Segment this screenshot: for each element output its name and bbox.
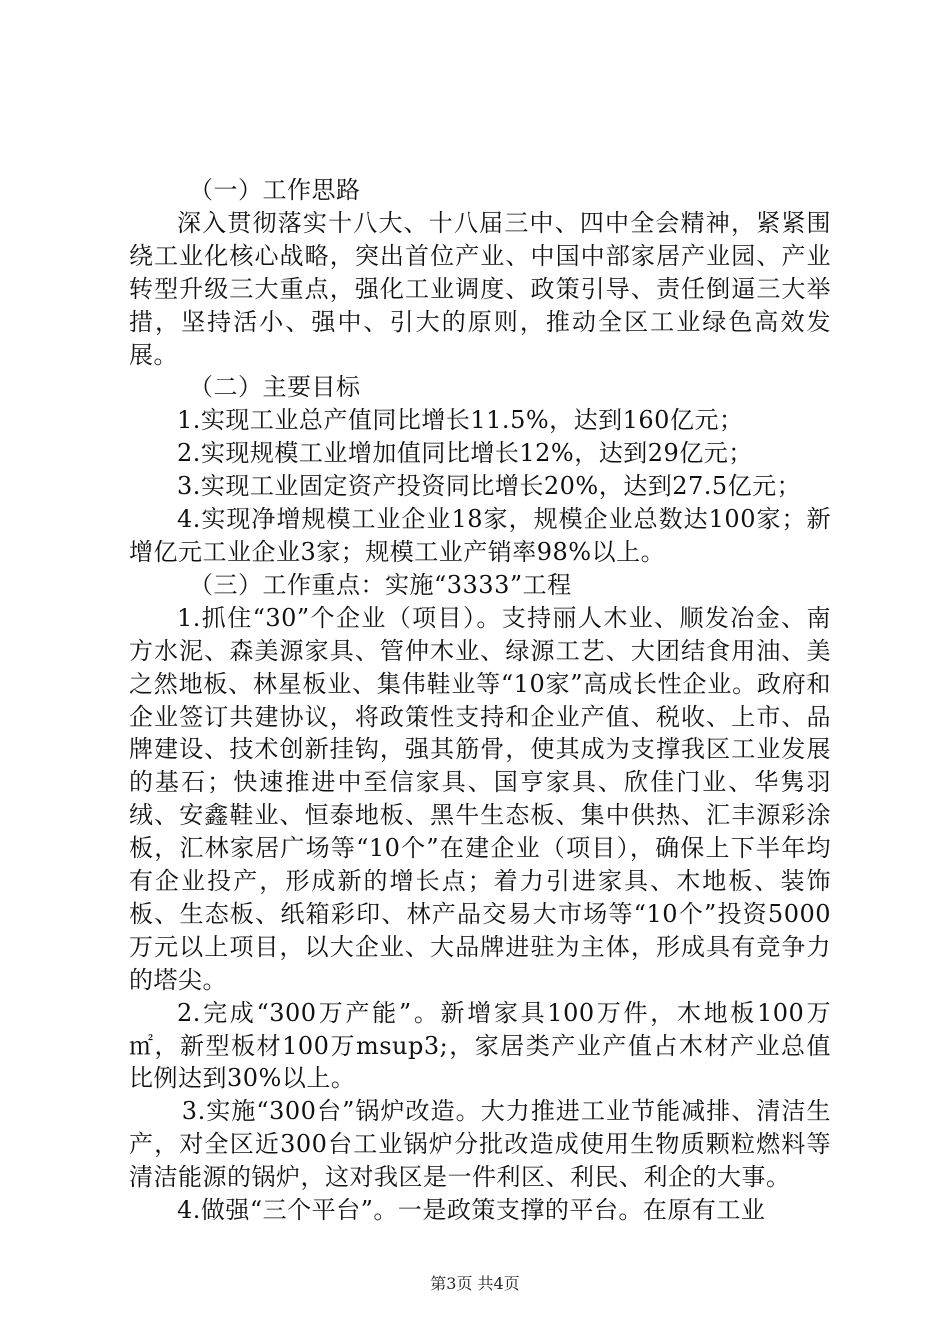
focus-item-3: 3.实施“300台”锅炉改造。大力推进工业节能减排、清洁生产，对全区近300台工业锅炉分批改造成使用生物质颗粒燃料等清洁能源的锅炉，这对我区是一件利区、利民、利企的大事。 [129,1097,831,1192]
focus-item-4: 4.做强“三个平台”。一是政策支撑的平台。在原有工业 [177,1196,766,1225]
goal-item-4: 4.实现净增规模工业企业18家，规模企业总数达100家；新增亿元工业企业3家；规模工业产销率98%以上。 [129,505,831,566]
document-body [129,174,831,1227]
goal-item-2: 2.实现规模工业增加值同比增长12%，达到29亿元； [177,439,753,468]
paragraph-work-idea: 深入贯彻落实十八大、十八届三中、四中全会精神，紧紧围绕工业化核心战略，突出首位产业、中国中部家居产业园、产业转型升级三大重点，强化工业调度、政策引导、责任倒逼三大举措，坚持活小、强中、引大的原则，推动全区工业绿色高效发展。 [129,208,831,369]
section-heading-1: （一）工作思路 [189,176,361,204]
section-heading-3: （三）工作重点：实施“3333”工程 [189,570,572,599]
goal-item-1: 1.实现工业总产值同比增长11.5%，达到160亿元； [177,406,744,435]
page-number-footer: 第3页 共4页 [430,1274,520,1293]
section-heading-2: （二）主要目标 [189,373,361,402]
focus-item-2: 2.完成“300万产能”。新增家具100万件，木地板100万㎡，新型板材100万msup3;，家居类产业产值占木材产业总值比例达到30%以上。 [129,998,831,1093]
goal-item-3: 3.实现工业固定资产投资同比增长20%，达到27.5亿元； [177,472,802,501]
focus-item-1: 1.抓住“30”个企业（项目）。支持丽人木业、顺发冶金、南方水泥、森美源家具、管仲木业、绿源工艺、大团结食用油、美之然地板、林星板业、集伟鞋业等“10家”高成长性企业。政府和企业签订共建协议，将政策性支持和企业产值、税收、上市、品牌建设、技术创新挂钩，强其筋骨，使其成为支撑我区工业发展的基石；快速推进中至信家具、国亨家具、欣佳门业、华隽羽绒、安鑫鞋业、恒泰地板、黑牛生态板、集中供热、汇丰源彩涂板，汇林家居广场等“10个”在建企业（项目），确保上下半年均有企业投产，形成新的增长点；着力引进家具、木地板、装饰板、生态板、纸箱彩印、林产品交易大市场等“10个”投资5000万元以上项目，以大企业、大品牌进驻为主体，形成具有竞争力的塔尖。 [129,603,831,994]
